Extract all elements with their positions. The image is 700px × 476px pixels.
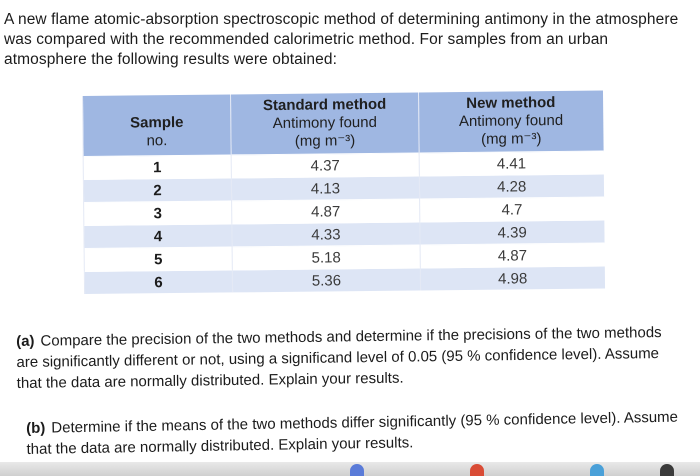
header-sample-sub: no. (146, 132, 168, 150)
question-b-label: (b) (26, 419, 46, 437)
system-tray-icon[interactable] (660, 464, 674, 476)
cell-new: 4.87 (420, 243, 604, 268)
cell-standard: 5.18 (232, 245, 420, 270)
table-row (84, 266, 604, 294)
cell-new: 4.28 (419, 174, 603, 199)
question-a (16, 322, 677, 394)
question-b-text: Determine if the means of the two methods differ significantly (95 % confidence level). Assume that the data are normally distributed. Explain your results. (26, 408, 679, 458)
header-new-sub2: (mg m⁻³) (480, 130, 542, 148)
header-new-method (418, 91, 603, 153)
question-b (26, 406, 687, 460)
cell-sample: 3 (84, 201, 232, 226)
cell-standard: 4.13 (231, 176, 419, 201)
header-new-sub1: Antimony found (458, 111, 564, 131)
results-table (82, 91, 605, 294)
app-icon[interactable] (470, 464, 484, 476)
cell-new: 4.98 (420, 266, 604, 290)
header-standard-title: Standard method (262, 95, 387, 115)
header-sample (82, 94, 231, 156)
cell-sample: 2 (83, 178, 231, 203)
cell-new: 4.39 (420, 220, 604, 245)
cell-new: 4.41 (419, 151, 603, 176)
cell-standard: 5.36 (232, 268, 420, 292)
cell-new: 4.7 (420, 197, 604, 222)
cell-sample: 1 (83, 155, 231, 180)
question-a-text: Compare the precision of the two methods and determine if the precisions of the two methods are significantly different or not, using a significand level of 0.05 (95 % confidence level). Assume that the data are normally distributed. Explain your results. (16, 323, 662, 392)
cell-standard: 4.33 (232, 222, 420, 247)
app-icon[interactable] (590, 464, 604, 476)
header-standard-method (230, 92, 419, 154)
app-icon[interactable] (350, 464, 364, 476)
header-new-title: New method (466, 94, 556, 112)
table-header-row (82, 91, 603, 157)
results-table-wrapper (82, 91, 604, 294)
cell-sample: 6 (84, 270, 232, 294)
cell-standard: 4.87 (232, 199, 420, 224)
taskbar-strip (0, 462, 700, 476)
cell-standard: 4.37 (231, 153, 419, 178)
header-sample-label: Sample (130, 113, 184, 132)
problem-intro: A new flame atomic-absorption spectroscopic method of determining antimony in the atmosphere was compared with the recommended calorimetric method. For samples from an urban atmosphere the following results were obtained: (4, 11, 679, 68)
header-standard-sub2: (mg m⁻³) (294, 132, 356, 150)
cell-sample: 4 (84, 224, 232, 249)
question-a-label: (a) (16, 332, 35, 350)
header-standard-sub1: Antimony found (272, 113, 377, 133)
cell-sample: 5 (84, 247, 232, 272)
